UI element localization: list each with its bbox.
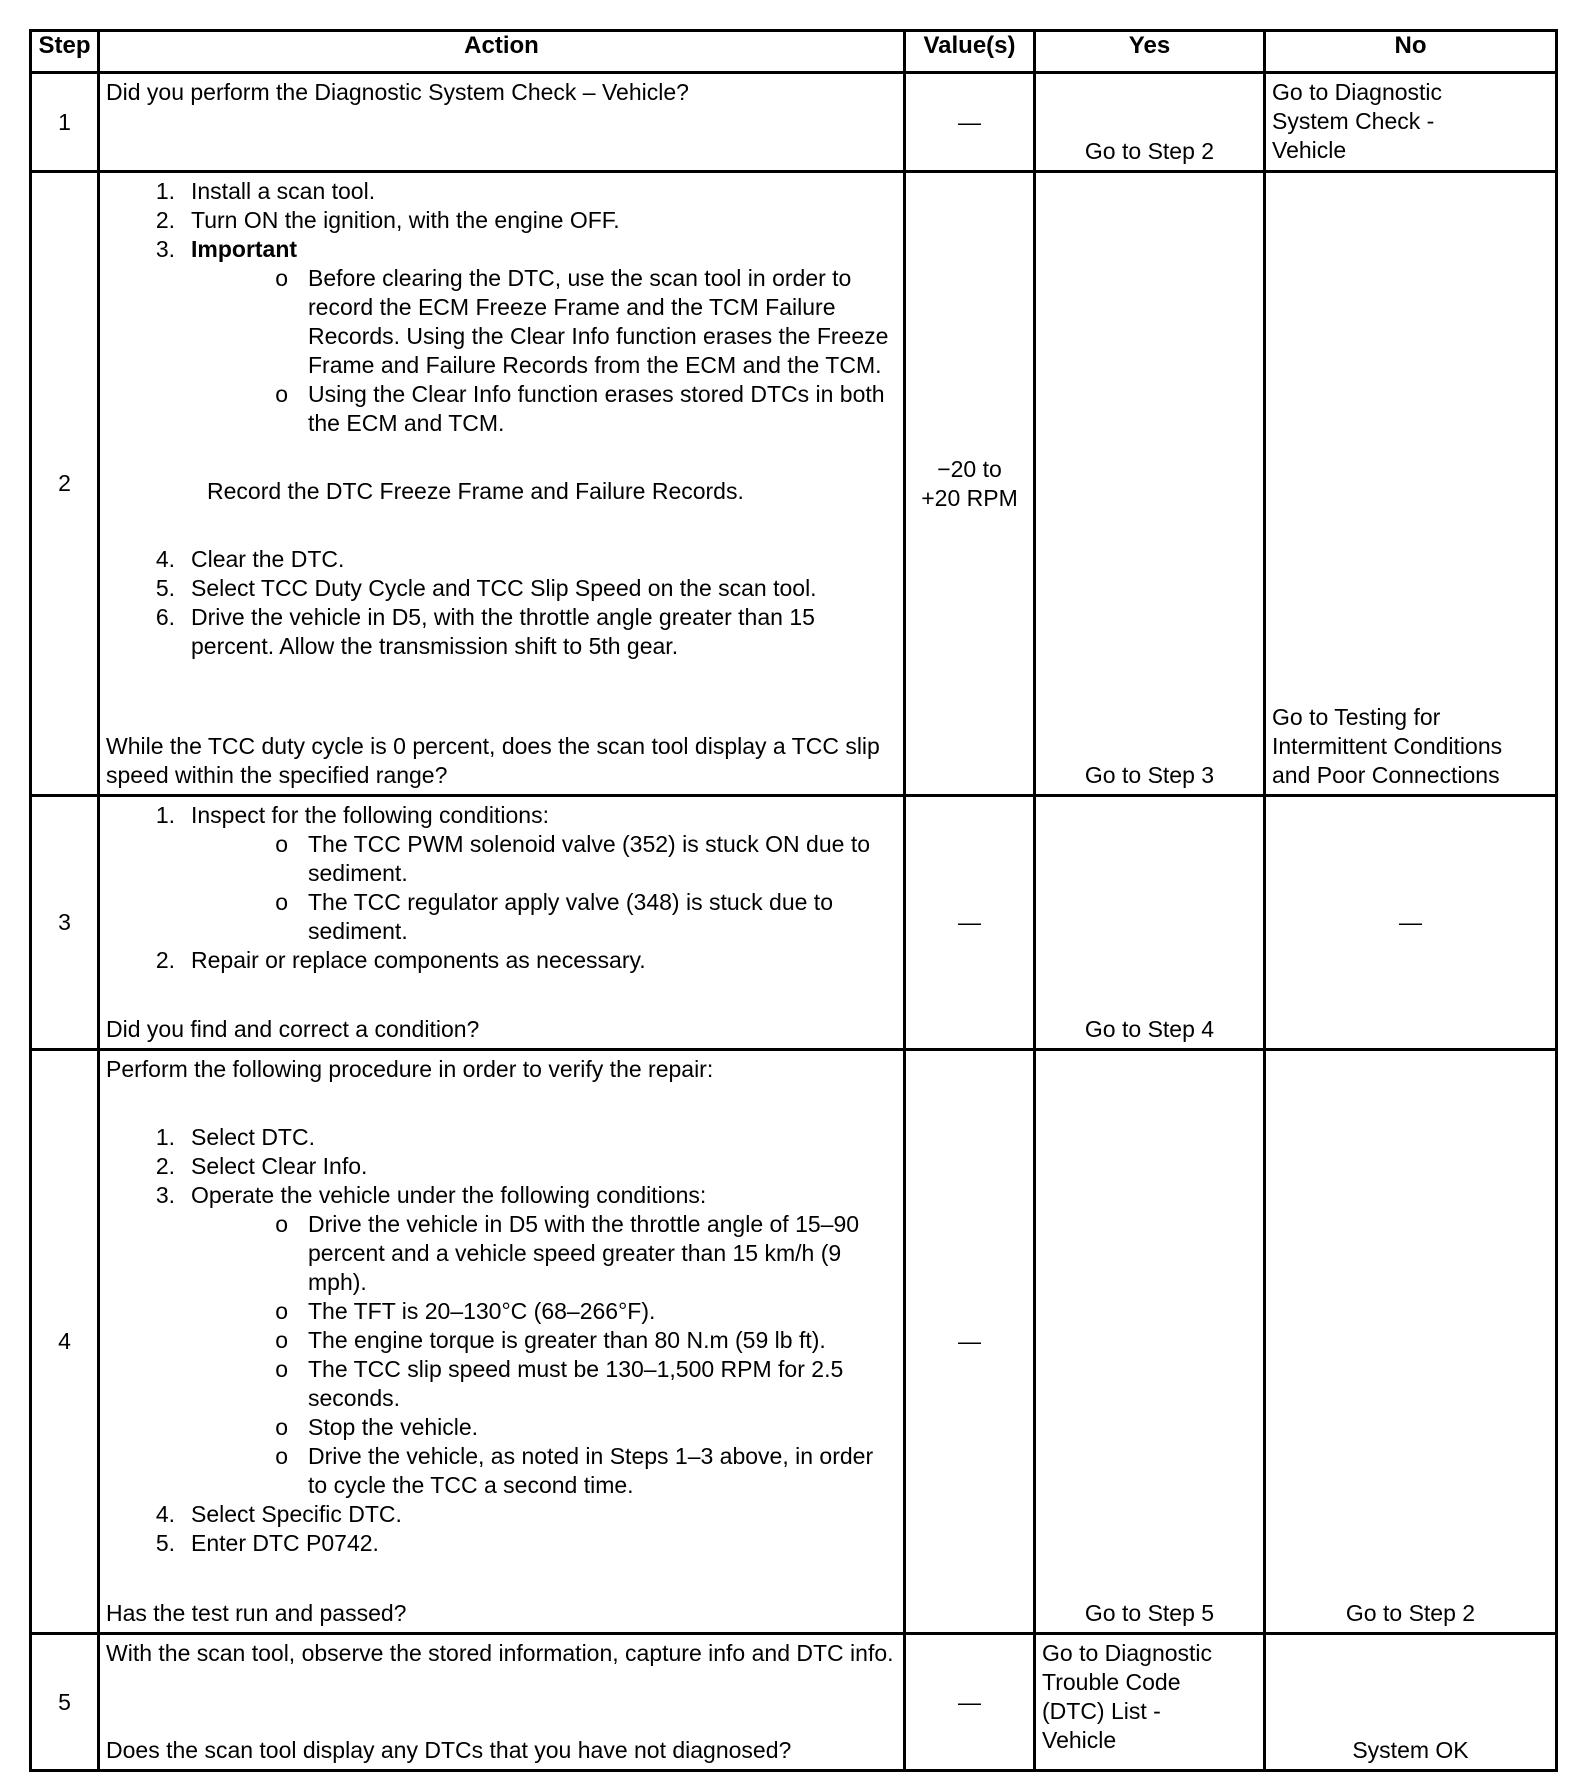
header-yes: Yes [1035,31,1265,73]
record-note: Record the DTC Freeze Frame and Failure Records. [207,478,744,504]
no-cell [1265,1050,1557,1634]
value-cell: — [905,796,1035,1050]
diagnostic-table [29,29,1558,1772]
bullet-item: o Using the Clear Info function erases stored DTCs in both the ECM and TCM. [275,381,885,436]
action-cell [99,73,905,172]
bullet-item: o The TCC regulator apply valve (348) is stuck due to sediment. [275,889,833,944]
bullet-item: o Drive the vehicle, as noted in Steps 1–3 above, in order to cycle the TCC a second time. [275,1443,874,1498]
step-row-1 [31,73,1557,172]
step-number: 4 [31,1050,99,1634]
value-cell: — [905,1050,1035,1634]
no-link[interactable]: Go to Diagnostic System Check - Vehicle [1272,79,1443,163]
no-cell [1265,172,1557,796]
yes-cell [1035,796,1265,1050]
yes-link[interactable]: Go to Diagnostic Trouble Code (DTC) List - Vehicle [1042,1640,1213,1753]
list-item: 4. Select Specific DTC. [155,1501,402,1527]
list-item: 4. Clear the DTC. [155,546,345,572]
step-intro: Perform the following procedure in order to verify the repair: [106,1056,714,1082]
yes-link[interactable]: Go to Step 3 [1084,762,1215,788]
header-no: No [1265,31,1557,73]
no-link[interactable]: Go to Step 2 [1345,1600,1476,1626]
bullet-item: o The engine torque is greater than 80 N.m (59 lb ft). [275,1327,826,1353]
yes-cell [1035,73,1265,172]
value-cell [905,172,1035,796]
yes-link[interactable]: Go to Step 2 [1084,138,1215,164]
step-number: 5 [31,1634,99,1771]
no-cell [1265,73,1557,172]
action-cell [99,172,905,796]
value-cell: — [905,1634,1035,1771]
bullet-item: o The TCC PWM solenoid valve (352) is stuck ON due to sediment. [275,831,871,886]
no-cell: — [1265,796,1557,1050]
list-item: 5. Select TCC Duty Cycle and TCC Slip Speed on the scan tool. [155,575,817,601]
step-number: 2 [31,172,99,796]
no-link[interactable]: Go to Testing for Intermittent Conditions and Poor Connections [1272,704,1503,788]
step-question: While the TCC duty cycle is 0 percent, does the scan tool display a TCC slip speed within the specified range? [106,733,880,788]
step-question: Did you find and correct a condition? [106,1016,480,1042]
list-item: 5. Enter DTC P0742. [155,1530,379,1556]
step-question: Does the scan tool display any DTCs that you have not diagnosed? [106,1737,792,1763]
bullet-item: o Stop the vehicle. [275,1414,479,1440]
important-label: Important [191,236,298,262]
bullet-item: o Before clearing the DTC, use the scan tool in order to record the ECM Freeze Frame and the TCM Failure Records. Using the Clear Info function erases the Freeze Frame and Failure Records from the ECM and the TCM. [275,265,889,378]
action-cell [99,1634,905,1771]
header-step: Step [31,31,99,73]
bullet-item: o The TCC slip speed must be 130–1,500 RPM for 2.5 seconds. [275,1356,844,1411]
bullet-item: o The TFT is 20–130°C (68–266°F). [275,1298,656,1324]
yes-link[interactable]: Go to Step 4 [1084,1016,1215,1042]
header-action: Action [99,31,905,73]
step-row-2 [31,172,1557,796]
list-item: 3. Important [106,235,897,264]
list-item: 1. Inspect for the following conditions: [155,802,549,828]
step-number: 1 [31,73,99,172]
bullet-item: o Drive the vehicle in D5 with the throttle angle of 15–90 percent and a vehicle speed greater than 15 km/h (9 mph). [275,1211,860,1295]
step-row-3 [31,796,1557,1050]
list-item: 1. Install a scan tool. [155,178,376,204]
list-item: 2. Select Clear Info. [155,1153,368,1179]
action-cell [99,796,905,1050]
list-item: 2. Repair or replace components as necessary. [155,947,646,973]
value-cell: — [905,73,1035,172]
yes-link[interactable]: Go to Step 5 [1084,1600,1215,1626]
list-item: 2. Turn ON the ignition, with the engine OFF. [155,207,620,233]
header-row [31,31,1557,73]
yes-cell [1035,1634,1265,1771]
list-item: 1. Select DTC. [155,1124,315,1150]
step-intro: With the scan tool, observe the stored information, capture info and DTC info. [106,1640,894,1666]
no-cell [1265,1634,1557,1771]
yes-cell [1035,1050,1265,1634]
step-row-5 [31,1634,1557,1771]
value-range: −20 to +20 RPM [921,455,1018,511]
action-cell [99,1050,905,1634]
yes-cell [1035,172,1265,796]
step-question: Did you perform the Diagnostic System Check – Vehicle? [106,79,689,105]
step-row-4 [31,1050,1557,1634]
no-link[interactable]: System OK [1352,1737,1469,1763]
list-item: 6. Drive the vehicle in D5, with the throttle angle greater than 15 percent. Allow the transmission shift to 5th gear. [155,604,815,659]
header-values: Value(s) [905,31,1035,73]
list-item: 3. Operate the vehicle under the following conditions: [155,1182,707,1208]
step-number: 3 [31,796,99,1050]
step-question: Has the test run and passed? [106,1600,407,1626]
